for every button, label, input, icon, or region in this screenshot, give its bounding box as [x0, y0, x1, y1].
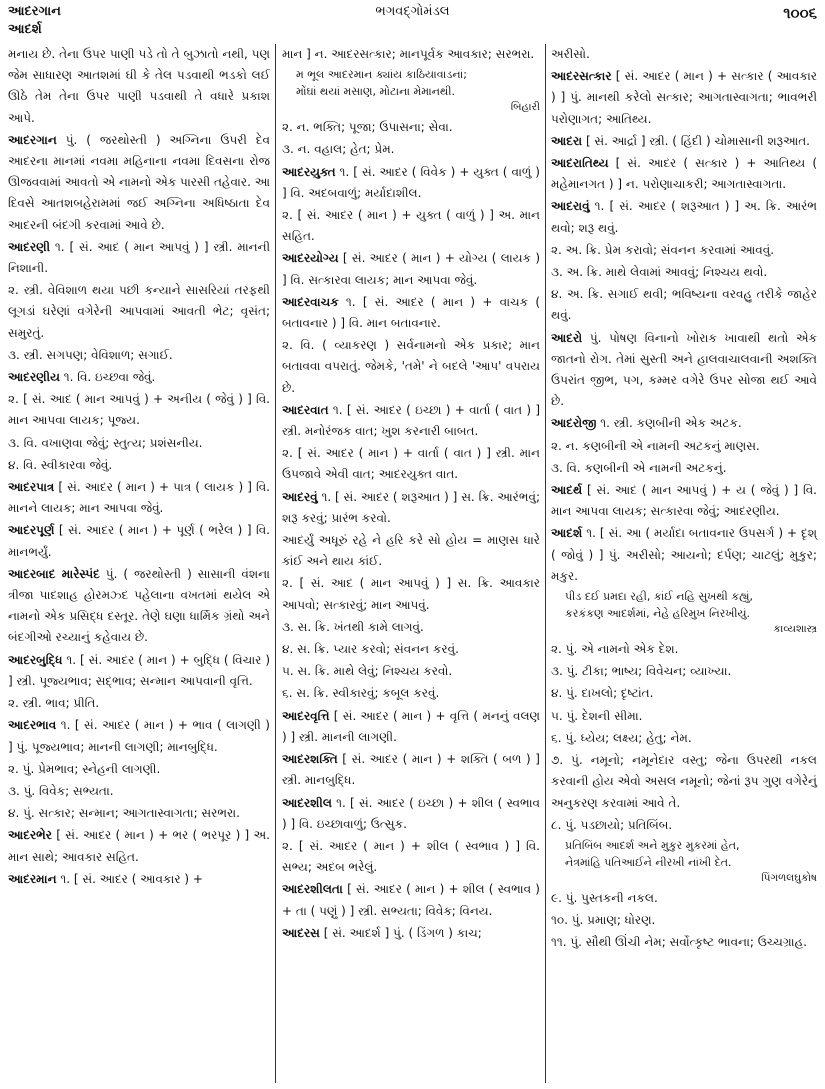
dictionary-entry	[8, 367, 270, 388]
dictionary-entry	[282, 400, 540, 442]
dictionary-entry	[8, 130, 270, 236]
definition-text: [ સં. આદર ( માન ) + શક્તિ ( બળ ) ] સ્ત્રી. માનબુદ્ધિ.	[282, 752, 540, 788]
entry-sense	[8, 781, 270, 802]
dictionary-entry	[282, 248, 540, 290]
definition-text: ૨. [ સં. આદ ( માન આપવું ) ] સ. ક્રિ. આવકાર આપવો; સત્કારવું; માન આપવું.	[282, 576, 540, 612]
entry-sense	[282, 836, 540, 878]
headword: આદરવાત	[282, 402, 329, 417]
definition-text: પું. ( જરથોસ્તી ) અગ્નિના ઉપરી દેવ આદરના માનમાં નવમા મહિનાના નવમા દિવસના રોજ ઊજવવામાં આવતો એ નામનો એક પારસી તહેવાર. આ દિવસે આતશબહેરામમાં જઈ અગ્નિના અધિષ્ઠાતા દેવ આદરની બંદગી કરવામાં આવે છે.	[8, 132, 270, 232]
definition-text: ૫. સ. ક્રિ. માથે લેવું; નિશ્ચય કરવો.	[282, 664, 453, 679]
definition-text: ૬. સ. ક્રિ. સ્વીકારવું; કબૂલ કરવું.	[282, 686, 440, 701]
entry-sense	[282, 617, 540, 638]
definition-text: ૨. [ સં. આદર ( માન ) + શીલ ( સ્વભાવ ) ] વિ. સભ્ય; અદબ ભરેલું.	[282, 838, 540, 875]
entry-sense	[8, 455, 270, 476]
definition-text: ૧. [ સં. આદર ( માન ) + વાચક ( બતાવનાર ) ] વિ. માન બતાવનાર.	[282, 294, 540, 331]
headword: આદરણીય	[8, 370, 60, 385]
definition-text: ૬. પું. ધ્યેય; લક્ષ્ય; હેતુ; નેમ.	[551, 730, 692, 745]
headword: આદરાવું	[551, 199, 590, 214]
headword: આદરવાચક	[282, 294, 339, 309]
entry-sense	[282, 205, 540, 247]
entry-sense	[282, 139, 540, 160]
entry-sense	[8, 433, 270, 454]
definition-text: ૨. વિ. ( વ્યાકરણ ) સર્વનામનો એક પ્રકાર; માન બતાવવા વપરાતું. જેમકે, 'તમે' ને બદલે 'આપ' વપરાય છે.	[282, 338, 540, 395]
dictionary-entry	[282, 706, 540, 748]
definition-text: ૩. વિ. કણબીની એ નામની અટકનું.	[551, 460, 727, 475]
dictionary-entry	[8, 477, 270, 519]
definition-text: [ સં. આદર ( માન ) + ભર ( ભરપૂર ) ] અ. માન સાથે; આવકાર સહિત.	[8, 828, 270, 864]
definition-text: ૧. [ સં. આદર ( ઇચ્છા ) + શીલ ( સ્વભાવ ) ] વિ. ઇચ્છાવાળું; ઉત્સુક.	[282, 795, 540, 831]
definition-text: ૫. પું. દેશની સીમા.	[551, 708, 643, 723]
definition-text: ૪. પું. દાખલો; દૃષ્ટાંત.	[551, 686, 654, 701]
headword: આદરભાવ	[8, 718, 57, 733]
entry-sense	[551, 888, 817, 909]
dictionary-entry	[551, 131, 817, 152]
definition-text: ૧. [ સં. આદર ( શરૂઆત ) ] સ. ક્રિ. આરંભવું; શરૂ કરવું; પ્રારંભ કરવો.	[282, 489, 540, 525]
headword: આદરોજી	[551, 416, 597, 431]
definition-text: ૧. [ સં. આદ ( માન આપવું ) ] સ્ત્રી. માનની નિશાની.	[8, 239, 270, 276]
quotation-line: પીડ દઈ પ્રમદા રહી, કાંઈ નહિ સુખથી કહ્યું,	[565, 590, 753, 604]
quotation-source: બિહારી	[510, 101, 540, 114]
guide-word-last: આદર્શ	[8, 22, 42, 37]
entry-sense	[8, 389, 270, 431]
definition-text: ૩. અ. ક્રિ. માથે લેવામાં આવવું; નિશ્ચય થવો.	[551, 265, 768, 280]
definition-text: ૩. પું. ટીકા; ભાષ્ય; વિવેચન; વ્યાખ્યા.	[551, 664, 732, 679]
column-divider	[545, 44, 546, 1083]
dictionary-entry	[8, 825, 270, 867]
headword: આદરપાત્ર	[8, 480, 55, 495]
definition-text: ૨. અ. ક્રિ. પ્રેમ કરાવો; સંવનન કરવામાં આવવું.	[551, 242, 775, 257]
quotation-source: પિંગળલઘુકોષ	[761, 871, 817, 884]
entry-sense	[282, 443, 540, 485]
headword: આદરપૂર્ણ	[8, 523, 55, 538]
definition-text: અરીસો.	[551, 47, 590, 61]
headword: આદરયોગ્ય	[282, 251, 339, 266]
dictionary-entry	[551, 413, 817, 434]
definition-text: [ સં. આદર્શ ] પું. ( ડિંગળ ) કાચ;	[319, 925, 482, 940]
headword: આદરસ	[282, 925, 320, 940]
quotation-line: નેત્રમાંહિ પતિઆઈને નીરખી નાંખી દેત.	[565, 855, 732, 869]
headword: આદર્શ	[551, 526, 583, 541]
definition-text: [ સં. આદ ( માન આપવું ) + ય ( જેવું ) ] વિ. માન આપવા લાયક; સત્કારવા જેવું; આદરણીય.	[551, 483, 817, 519]
entry-sense	[8, 345, 270, 366]
definition-text: ૧. [ સં. આદર ( વિવેક ) + યુક્ત ( વાળું ) ] વિ. અદબવાળું; મર્યાદાશીલ.	[282, 164, 540, 200]
headword: આદરયુક્ત	[282, 164, 336, 179]
headword: આદરણી	[8, 239, 51, 254]
definition-text: ૨. [ સં. આદ ( માન આપવું ) + અનીય ( જેવું ) ] વિ. માન આપવા લાયક; પૂજ્ય.	[8, 392, 270, 428]
dictionary-entry	[551, 328, 817, 413]
headword: આદરાતિથ્ય	[551, 156, 609, 171]
definition-text: ૧. [ સં. આદર ( માન ) + ભાવ ( લાગણી ) ] પું. પૂજ્યભાવ; માનની લાગણી; માનબુદ્ધિ.	[8, 718, 270, 754]
definition-text: [ સં. આદર ( માન ) + પાત્ર ( લાયક ) ] વિ. માનને લાયક; માન આપવા જેવું.	[8, 480, 270, 516]
definition-text: [ સં. આદર ( માન ) + સત્કાર ( આવકાર ) ] પું. માનથી કરેલો સત્કાર; આગતાસ્વાગતા; ભાવભરી પરોણાગત; આતિથ્ય.	[551, 69, 817, 126]
definition-text: મનાય છે. તેના ઉપર પાણી પડે તો તે બુઝાતો નથી, પણ જેમ સાધારણ આતશમાં ઘી કે તેલ પડવાથી ભડકો લઈ ઊઠે તેમ તેના ઉપર પાણી પડવાથી તે વધારે પ્રકાશ આપે.	[8, 47, 270, 125]
definition-text: [ સં. આર્દ્રા ] સ્ત્રી. ( હિંદી ) ચોમાસાની શરૂઆત.	[582, 133, 810, 148]
dictionary-entry	[282, 923, 540, 944]
definition-text: ૮. પું. પડછાયો; પ્રતિબિંબ.	[551, 817, 673, 832]
definition-text: પું. પોષણ વિનાનો ખોરાક ખાવાથી થતો એક જાતનો રોગ. તેમાં સુસ્તી અને હાલવાચાલવાની અશક્તિ ઉપરાંત જીભ, પગ, કમ્મર વગેરે ઉપર સોજા થઈ આવે છે.	[551, 330, 817, 409]
quotation-line: મોંઘાં થયાં મસાણ, મોટાના મેમાનથી.	[296, 85, 455, 99]
dictionary-entry	[282, 162, 540, 204]
headword: આદરબુદ્ધિ	[8, 652, 63, 667]
quotation-line: પ્રતિબિંબ આદર્શ અને મુકુર મુકરમાં હેત,	[565, 838, 740, 852]
guide-word-first: આદરગાન	[8, 4, 61, 19]
entry-sense	[8, 803, 270, 824]
entry-sense	[551, 750, 817, 814]
headword: આદરશીલતા	[282, 882, 343, 897]
headword: આદરમાન	[8, 871, 57, 886]
definition-text: આદર્યું અધૂરું રહે ને હરિ કરે સો હોય = માણસ ધારે કાંઈ અને થાય કાંઈ.	[282, 533, 540, 569]
book-title: ભગવદ્ગોમંડલ	[375, 4, 450, 19]
entry-sense	[282, 44, 540, 65]
definition-text: ૪. વિ. સ્વીકારવા જેવું.	[8, 457, 113, 472]
column-1	[8, 44, 270, 891]
dictionary-entry	[282, 749, 540, 791]
definition-text: ૨. સ્ત્રી. વેવિશાળ થયા પછી કન્યાને સાસરિયાં તરફથી લૂગડાં ઘરેણાં વગેરેની આપવામાં આવતી ભેટ; વૃસંત; સમુરતું.	[8, 283, 270, 340]
definition-text: ૪. પું. સત્કાર; સન્માન; આગતાસ્વાગતા; સરભરા.	[8, 806, 240, 821]
definition-text: [ સં. આદર ( માન ) + શીલ ( સ્વભાવ ) + તા ( પણું ) ] સ્ત્રી. સભ્યતા; વિવેક; વિનય.	[282, 882, 540, 918]
definition-text: ૩. પું. વિવેક; સભ્યતા.	[8, 783, 114, 798]
entry-sense	[282, 117, 540, 138]
quotation-line: મ ભૂલ આદરમાન ક્યાંય કાઠિયાવાડનાં;	[296, 68, 467, 82]
definition-text: ૭. પું. નમૂનો; નમૂનેદાર વસ્તુ; જેના ઉપરથી નકલ કરવાની હોય એવો અસલ નમૂનો; જેનાં રૂપ ગુણ વગેરેનું અનુકરણ કરવામાં આવે તે.	[551, 753, 817, 810]
dictionary-entry	[282, 793, 540, 835]
dictionary-entry	[551, 196, 817, 238]
entry-sense	[551, 728, 817, 749]
dictionary-entry	[8, 715, 270, 757]
dictionary-entry	[8, 869, 270, 890]
headword: આદર્થ	[551, 483, 583, 498]
entry-sense	[282, 639, 540, 660]
dictionary-entry	[282, 879, 540, 921]
entry-sense	[8, 280, 270, 344]
dictionary-entry	[282, 487, 540, 529]
entry-sense	[282, 530, 540, 572]
definition-text: ૩. સ. ક્રિ. ખંતથી કામે લાગવું.	[282, 619, 424, 634]
definition-text: [ સં. આદર ( સત્કાર ) + આતિથ્ય ( મહેમાનગત ) ] ન. પરોણાચાકરી; આગતાસ્વાગતા.	[551, 156, 817, 192]
definition-text: ૧. વિ. ઇચ્છવા જેવું.	[59, 370, 156, 385]
definition-text: ૪. અ. ક્રિ. સગાઈ થવી; ભવિષ્યના વરવહુ તરીકે જાહેર થવું.	[551, 287, 817, 323]
definition-text: ૯. પું. પુસ્તકની નકલ.	[551, 890, 658, 905]
entry-sense	[551, 932, 817, 953]
headword: આદરસત્કાર	[551, 69, 612, 84]
definition-text: ૨. સ્ત્રી. ભાવ; પ્રીતિ.	[8, 696, 100, 711]
definition-text: ૨. ન. ભક્તિ; પૂજા; ઉપાસના; સેવા.	[282, 120, 453, 135]
definition-text: ૧૦. પું. પ્રમાણ; ધોરણ.	[551, 913, 656, 928]
entry-sense	[282, 661, 540, 682]
headword: આદરશક્તિ	[282, 752, 338, 767]
entry-sense	[8, 693, 270, 714]
dictionary-entry	[551, 153, 817, 195]
entry-sense	[551, 458, 817, 479]
definition-text: ૧. [ સં. આ ( મર્યાદા બતાવનાર ઉપસર્ગ ) + દૃશ્ ( જોવું ) ] પું. અરીસો; આયનો; દર્પણ; ચાટલું; મુકુર; મકુર.	[551, 526, 817, 583]
headword: આદરો	[551, 330, 583, 345]
dictionary-entry	[551, 523, 817, 587]
definition-text: [ સં. આદર ( માન ) + વૃત્તિ ( મનનું વલણ ) ] સ્ત્રી. માનની લાગણી.	[282, 708, 540, 744]
column-3	[551, 44, 817, 955]
entry-sense	[551, 240, 817, 261]
dictionary-entry	[8, 650, 270, 692]
entry-sense	[282, 335, 540, 399]
headword: આદરગાન	[8, 132, 57, 147]
entry-sense	[551, 683, 817, 704]
definition-text: [ સં. આદર ( માન ) + પૂર્ણ ( ભરેલ ) ] વિ. માનભર્યું.	[8, 523, 270, 559]
dictionary-entry	[551, 66, 817, 130]
definition-text: ૨. [ સં. આદર ( માન ) + વાર્તા ( વાત ) ] સ્ત્રી. માન ઉપજાવે એવી વાત; આદરયુક્ત વાત.	[282, 446, 540, 482]
dictionary-entry	[282, 292, 540, 334]
definition-text: ૨. [ સં. આદર ( માન ) + યુક્ત ( વાળું ) ] અ. માન સહિત.	[282, 208, 540, 244]
dictionary-entry	[8, 237, 270, 279]
entry-sense	[282, 573, 540, 615]
definition-text: ૧. સ્ત્રી. કણબીની એક અટક.	[596, 416, 742, 431]
entry-sense	[8, 44, 270, 129]
entry-sense	[551, 284, 817, 326]
headword: આદરભેર	[8, 828, 52, 843]
entry-sense	[551, 436, 817, 457]
definition-text: [ સં. આદર ( માન ) + યોગ્ય ( લાયક ) ] વિ. સત્કારવા લાયક; માન આપવા જેવું.	[282, 251, 540, 287]
page-number: ૧૦૦૬	[783, 4, 817, 22]
entry-sense	[551, 815, 817, 836]
column-divider	[275, 44, 276, 1083]
definition-text: માન ] ન. આદરસત્કાર; માનપૂર્વક આવકાર; સરભરા.	[282, 47, 535, 61]
definition-text: ૩. સ્ત્રી. સગપણ; વેવિશાળ; સગાઈ.	[8, 347, 173, 362]
entry-sense	[282, 683, 540, 704]
definition-text: ૩. ન. વહાલ; હેત; પ્રેમ.	[282, 142, 395, 157]
entry-sense	[551, 706, 817, 727]
entry-sense	[8, 759, 270, 780]
headword: આદરવું	[282, 489, 318, 504]
quotation-source: કાવ્યશાસ્ત્ર	[773, 623, 817, 636]
headword: આદરશીલ	[282, 795, 332, 810]
entry-sense	[551, 910, 817, 931]
definition-text: ૨. પું. પ્રેમભાવ; સ્નેહની લાગણી.	[8, 761, 161, 776]
definition-text: ૩. વિ. વખાણવા જેવું; સ્તુત્ય; પ્રશંસનીય.	[8, 435, 203, 450]
definition-text: પું. ( જરથોસ્તી ) સાસાની વંશના ત્રીજા પાદશાહ હોરમઝ્દ પહેલાના વખતમાં થયેલ એ નામનો એક પ્રસિદ્ધ દસ્તૂર. તેણે ઘણા ધાર્મિક ગ્રંથો અને બંદગીઓ રચ્યાનું કહેવાય છે.	[8, 566, 270, 645]
definition-text: ૧. [ સં. આદર ( ઇચ્છા ) + વાર્તા ( વાત ) ] સ્ત્રી. મનોરંજક વાત; ખુશ કરનારી બાબત.	[282, 402, 540, 439]
column-2	[282, 44, 540, 945]
definition-text: ૧. [ સં. આદર ( શરૂઆત ) ] અ. ક્રિ. આરંભ થવો; શરૂ થવું.	[551, 199, 817, 235]
definition-text: ૨. પું. એ નામનો એક દેશ.	[551, 642, 679, 657]
definition-text: ૧૧. પું. સૌથી ઊંચી નેમ; સર્વોત્કૃષ્ટ ભાવના; ઉચ્ચગ્રાહ.	[551, 935, 807, 950]
definition-text: ૨. ન. કણબીની એ નામની અટકનું માણસ.	[551, 438, 760, 453]
definition-text: ૪. સ. ક્રિ. પ્યાર કરવો; સંવનન કરવું.	[282, 642, 459, 657]
entry-sense	[551, 661, 817, 682]
dictionary-entry	[8, 564, 270, 649]
headword: આદરબાદ મારેસ્પંદ	[8, 566, 100, 581]
entry-sense	[551, 262, 817, 283]
definition-text: ૧. [ સં. આદર ( આવકાર ) +	[56, 871, 203, 886]
dictionary-entry	[551, 480, 817, 522]
definition-text: ૧. [ સં. આદર ( માન ) + બુદ્ધિ ( વિચાર ) ] સ્ત્રી. પૂજ્યભાવ; સદ્ભાવ; સન્માન આપવાની વૃત્તિ.	[8, 652, 270, 688]
entry-sense	[551, 44, 817, 65]
headword: આદરા	[551, 133, 583, 148]
entry-sense	[551, 639, 817, 660]
headword: આદરવૃત્તિ	[282, 708, 330, 723]
page-header	[8, 4, 817, 42]
dictionary-entry	[8, 520, 270, 562]
quotation-line: કરકંકણ આદર્શમાં, નેહે હરિમુખ નિરખીયું.	[565, 607, 751, 621]
